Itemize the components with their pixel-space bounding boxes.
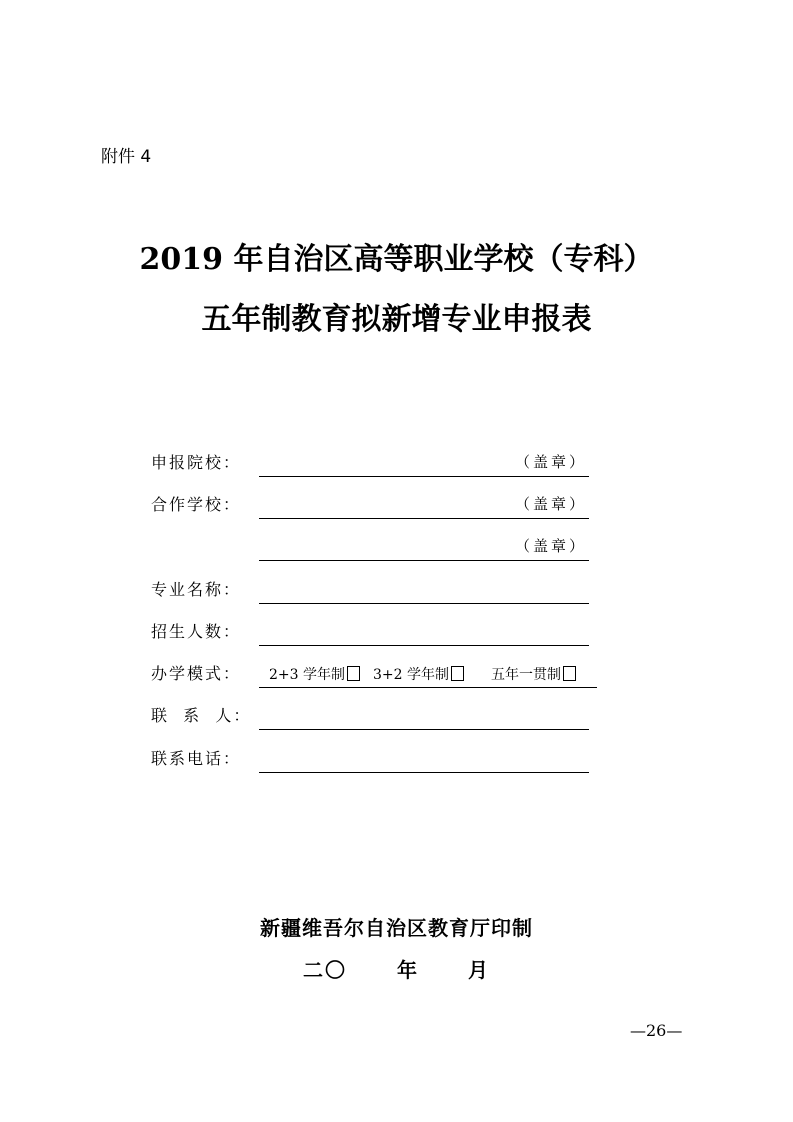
contact-phone-label: 联系电话： — [151, 749, 242, 768]
partner-school-2-field[interactable] — [259, 530, 589, 561]
applicant-school-row — [151, 447, 601, 477]
date-month-label: 月 — [468, 958, 488, 982]
contact-person-label: 联 系 人： — [151, 706, 252, 725]
partner-school-row — [151, 489, 601, 519]
school-mode-option-five-year[interactable] — [491, 665, 576, 685]
partner-school-2-row — [151, 531, 601, 561]
contact-phone-row — [151, 743, 601, 773]
school-mode-option-2plus3-checkbox[interactable] — [347, 666, 360, 681]
school-mode-option-2plus3[interactable] — [269, 665, 360, 685]
school-mode-option-five-year-checkbox[interactable] — [563, 666, 576, 681]
contact-person-field[interactable] — [259, 699, 589, 730]
document-title-line-2: 五年制教育拟新增专业申报表 — [201, 302, 592, 337]
document-title-line-1: 2019 年自治区高等职业学校（专科） — [139, 242, 654, 277]
school-mode-options — [259, 657, 597, 688]
print-date — [0, 955, 793, 985]
applicant-school-label: 申报院校： — [151, 453, 242, 472]
contact-phone-field[interactable] — [259, 742, 589, 773]
school-mode-row — [151, 658, 601, 688]
contact-person-row — [151, 700, 601, 730]
major-name-label: 专业名称： — [151, 580, 242, 599]
school-mode-option-2plus3-label: 2+3 学年制 — [269, 667, 345, 683]
enrollment-count-row — [151, 616, 601, 646]
school-mode-option-five-year-label: 五年一贯制 — [491, 667, 561, 683]
major-name-row — [151, 574, 601, 604]
date-year-label: 年 — [397, 958, 417, 982]
school-mode-option-3plus2[interactable] — [373, 665, 464, 685]
major-name-field[interactable] — [259, 573, 589, 604]
school-mode-label: 办学模式： — [151, 664, 242, 683]
applicant-school-seal: （盖章） — [514, 453, 587, 471]
applicant-school-field[interactable] — [259, 446, 589, 477]
school-mode-option-3plus2-label: 3+2 学年制 — [373, 667, 449, 683]
page-number: —26— — [630, 1021, 683, 1040]
printer-statement: 新疆维吾尔自治区教育厅印制 — [260, 916, 533, 940]
enrollment-count-label: 招生人数： — [151, 622, 242, 641]
partner-school-2-seal: （盖章） — [514, 537, 587, 555]
school-mode-option-3plus2-checkbox[interactable] — [451, 666, 464, 681]
partner-school-seal: （盖章） — [514, 495, 587, 513]
enrollment-count-field[interactable] — [259, 615, 589, 646]
attachment-label: 附件 4 — [101, 147, 152, 167]
partner-school-label: 合作学校： — [151, 495, 242, 514]
partner-school-field[interactable] — [259, 488, 589, 519]
date-prefix: 二〇 — [303, 958, 347, 982]
